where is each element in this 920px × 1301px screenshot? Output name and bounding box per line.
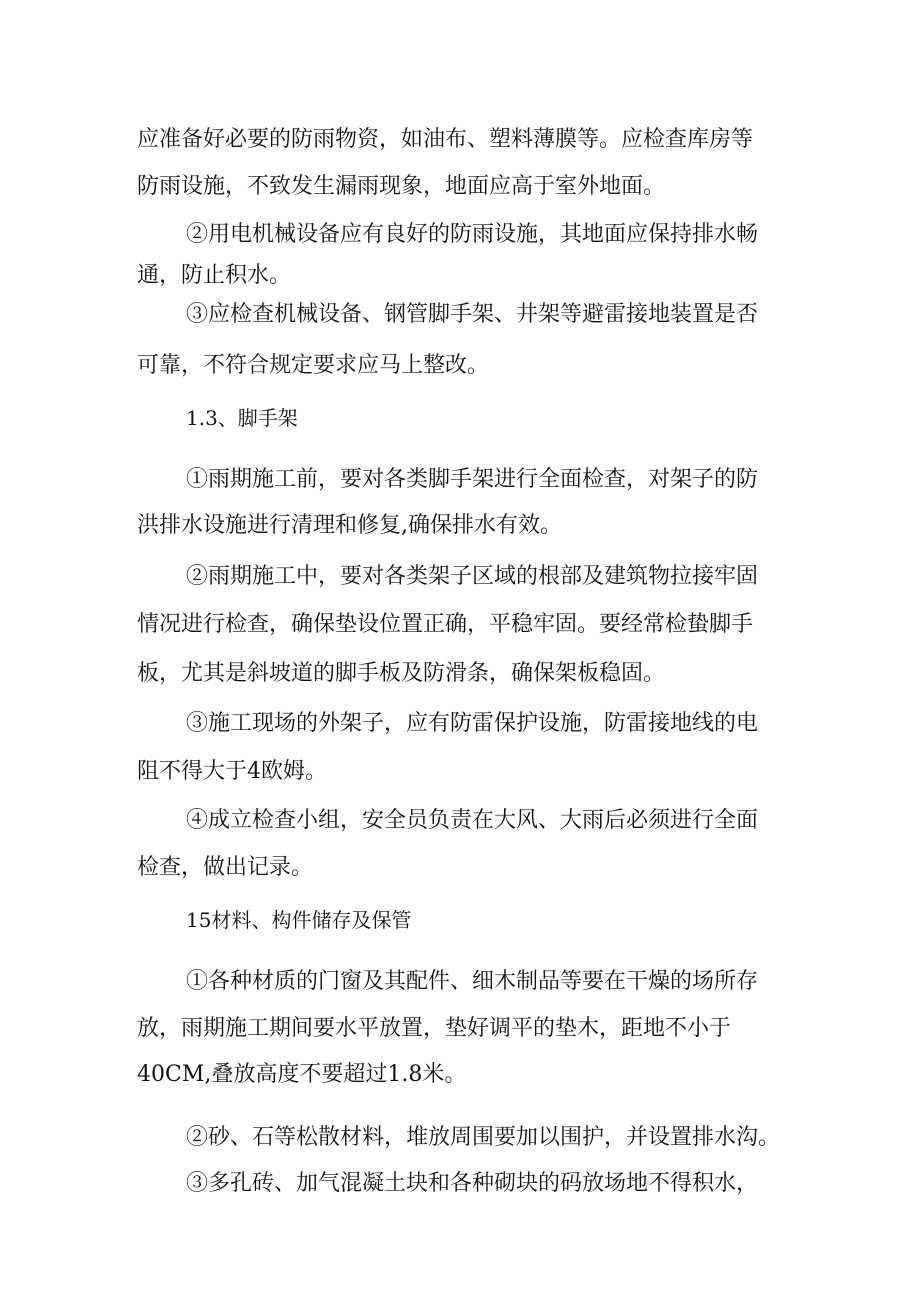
paragraph-line: 阻不得大于4欧姆。 xyxy=(137,759,327,784)
paragraph-line: 应准备好必要的防雨物资，如油布、塑料薄膜等。应检查库房等 xyxy=(137,127,754,152)
paragraph-line: ②砂、石等松散材料，堆放周围要加以围护，并设置排水沟。 xyxy=(186,1125,781,1150)
paragraph-line: 可靠，不符合规定要求应马上整改。 xyxy=(137,353,490,378)
paragraph-line: 检查，做出记录。 xyxy=(137,855,314,880)
paragraph-line: ③施工现场的外架子，应有防雷保护设施，防雷接地线的电 xyxy=(186,711,759,736)
paragraph-line: 通，防止积水。 xyxy=(137,263,292,288)
paragraph-line: ①各种材质的门窗及其配件、细木制品等要在干燥的场所存 xyxy=(186,969,759,994)
paragraph-line: ④成立检查小组，安全员负责在大风、大雨后必须进行全面 xyxy=(186,808,759,833)
paragraph-line: ③多孔砖、加气混凝土块和各种砌块的码放场地不得积水， xyxy=(186,1171,759,1196)
paragraph-line: 放，雨期施工期间要水平放置，垫好调平的垫木，距地不小于 xyxy=(137,1016,732,1041)
section-heading: 15材料、构件储存及保管 xyxy=(186,908,412,932)
paragraph-line: ③应检查机械设备、钢管脚手架、井架等避雷接地装置是否 xyxy=(186,302,759,327)
paragraph-line: 防雨设施，不致发生漏雨现象，地面应高于室外地面。 xyxy=(137,174,666,199)
paragraph-line: 板，尤其是斜坡道的脚手板及防滑条，确保架板稳固。 xyxy=(137,661,666,686)
paragraph-line: 洪排水设施进行清理和修复,确保排水有效。 xyxy=(137,513,562,538)
paragraph-line: ②用电机械设备应有良好的防雨设施，其地面应保持排水畅 xyxy=(186,222,759,247)
paragraph-line: 40CM,叠放高度不要超过1.8米。 xyxy=(137,1062,467,1087)
paragraph-line: ①雨期施工前，要对各类脚手架进行全面检查，对架子的防 xyxy=(186,467,759,492)
paragraph-line: 情况进行检查，确保垫设位置正确，平稳牢固。要经常检蛰脚手 xyxy=(137,612,754,637)
section-heading: 1.3、脚手架 xyxy=(186,406,298,430)
paragraph-line: ②雨期施工中，要对各类架子区域的根部及建筑物拉接牢固 xyxy=(186,564,759,589)
